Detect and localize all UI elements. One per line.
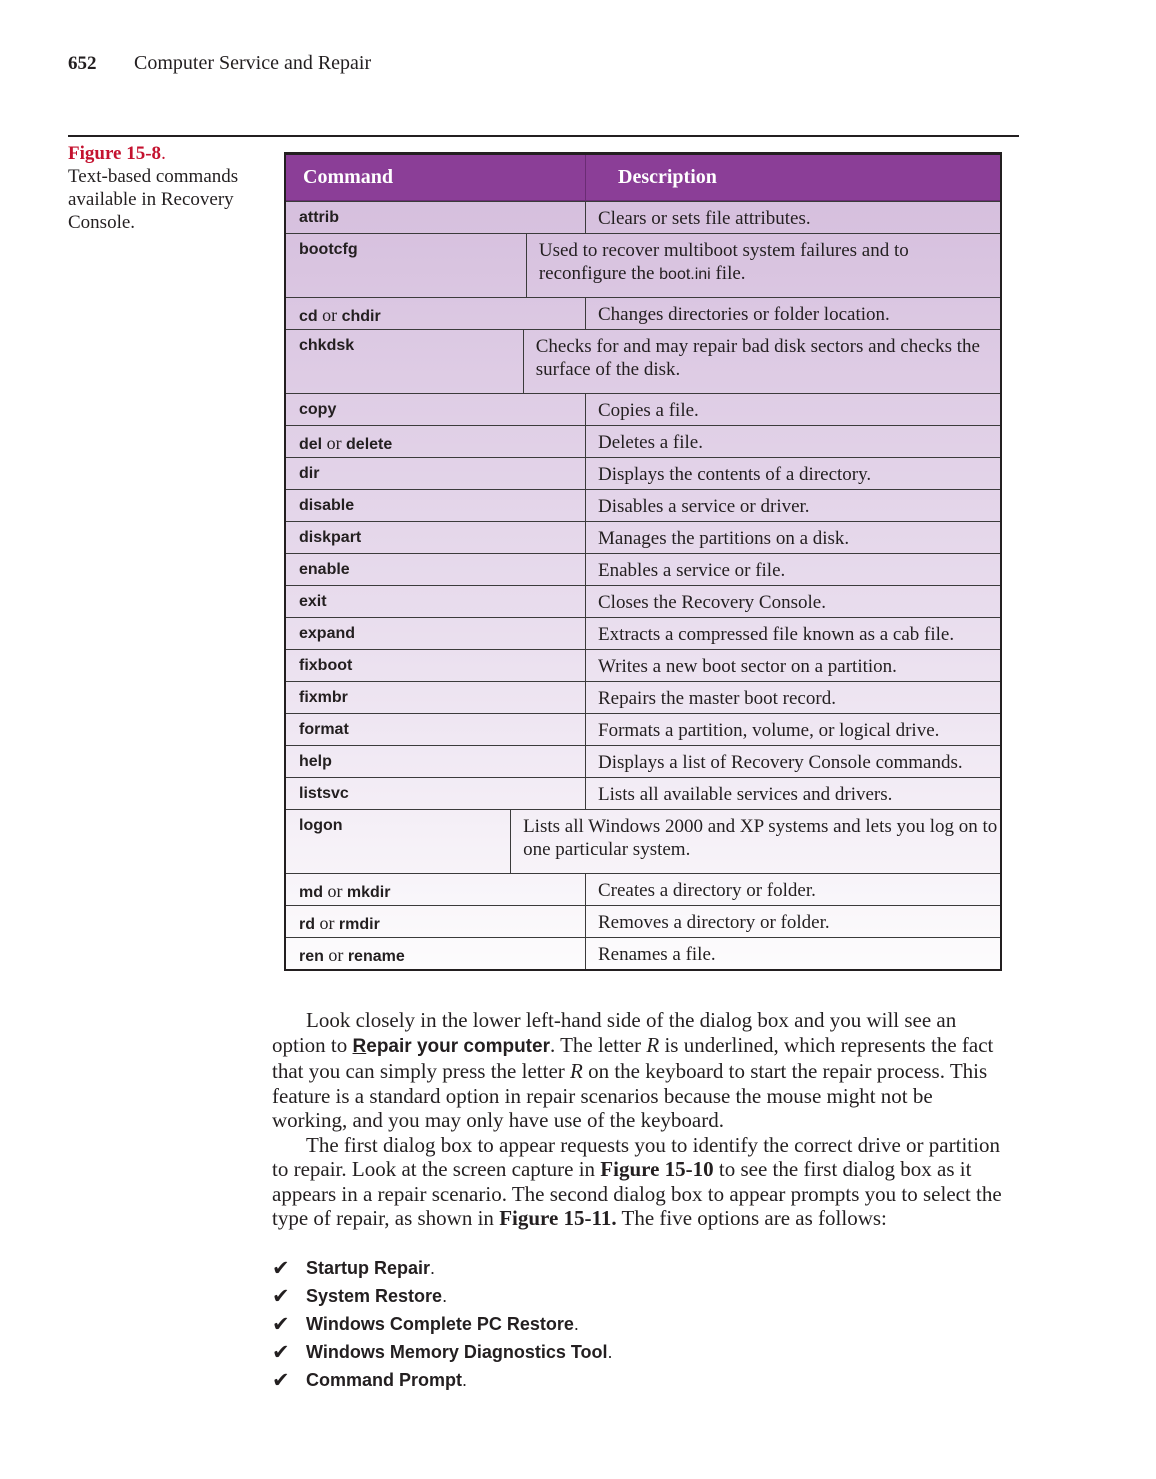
p2-text: to see the first dialog box as it appears in a repair scenario. The second dialog box to appear prompts you to select the type of repair, as shown in: [272, 1157, 1002, 1230]
description-cell: [586, 586, 826, 617]
description-cell: [586, 298, 890, 329]
command-cell: [286, 522, 586, 553]
description-cell: [586, 714, 939, 745]
p2-text: The five options are as follows:: [616, 1206, 887, 1230]
description-text: Changes directories or folder location.: [598, 304, 890, 325]
description-cell: [586, 778, 892, 809]
description-cell: [586, 554, 785, 585]
description-cell: [586, 906, 830, 937]
paragraph-1: [272, 1008, 1007, 1133]
description-text: Creates a directory or folder.: [598, 880, 816, 901]
command-cell: [286, 234, 527, 297]
column-header-command: Command: [286, 155, 586, 200]
command-name: attrib: [299, 209, 339, 226]
command-alias: delete: [346, 436, 393, 453]
description-text: Manages the partitions on a disk.: [598, 528, 850, 549]
description-text: Copies a file.: [598, 400, 699, 421]
description-cell: [586, 490, 810, 521]
description-text: Removes a directory or folder.: [598, 912, 830, 933]
option-name: System Restore: [306, 1285, 443, 1306]
command-cell: [286, 682, 586, 713]
commands-table: [284, 152, 1002, 971]
file-name: boot.ini: [659, 266, 711, 283]
command-name: del: [299, 436, 323, 453]
command-alias: mkdir: [346, 884, 391, 901]
figure-label-period: .: [161, 143, 166, 164]
command-cell: [286, 714, 586, 745]
command-alias: rename: [347, 948, 405, 965]
description-text: Extracts a compressed file known as a cab file.: [598, 624, 955, 645]
command-cell: [286, 330, 524, 393]
or-connector: or: [322, 305, 338, 325]
description-text: Displays a list of Recovery Console commands.: [598, 752, 963, 773]
table-row: [286, 649, 1000, 681]
description-text: Lists all available services and drivers.: [598, 784, 893, 805]
p1-text: . The letter: [549, 1032, 647, 1057]
command-name: fixboot: [299, 657, 353, 674]
description-text: Renames a file.: [598, 944, 716, 965]
command-cell: [286, 938, 586, 969]
list-item: [272, 1366, 613, 1394]
command-name: copy: [299, 401, 337, 418]
header-rule: [68, 135, 1019, 137]
table-row: [286, 585, 1000, 617]
description-cell: [527, 234, 1000, 297]
checkmark-icon: ✔: [272, 1311, 290, 1336]
table-row: [286, 201, 1000, 233]
description-cell: [586, 682, 836, 713]
p2-text: The first dialog box to appear requests you to identify the correct drive or partition to repair. Look at the screen capture in: [272, 1132, 1000, 1181]
command-cell: [286, 298, 586, 329]
command-name: diskpart: [299, 529, 362, 546]
list-item: [272, 1254, 613, 1282]
description-cell: [586, 746, 963, 777]
table-row: [286, 553, 1000, 585]
description-cell: [586, 650, 897, 681]
description-cell: [586, 202, 811, 233]
table-row: [286, 713, 1000, 745]
running-header-title: Computer Service and Repair: [134, 52, 372, 74]
command-cell: [286, 906, 586, 937]
description-text: Writes a new boot sector on a partition.: [598, 656, 897, 677]
table-row: [286, 329, 1000, 393]
command-cell: [286, 778, 586, 809]
command-name: bootcfg: [299, 241, 358, 258]
underlined-r: R: [352, 1035, 367, 1057]
description-text: Disables a service or driver.: [598, 496, 810, 517]
table-row: [286, 489, 1000, 521]
command-cell: [286, 394, 586, 425]
command-name: help: [299, 753, 332, 770]
command-cell: [286, 650, 586, 681]
command-name: exit: [299, 593, 327, 610]
description-text: Repairs the master boot record.: [598, 688, 836, 709]
body-text: [272, 1008, 1007, 1231]
table-row: [286, 681, 1000, 713]
description-cell: [586, 938, 716, 969]
command-name: ren: [299, 948, 324, 965]
table-row: [286, 393, 1000, 425]
command-name: cd: [299, 308, 318, 325]
command-name: enable: [299, 561, 350, 578]
option-name: Command Prompt: [306, 1369, 463, 1390]
or-connector: or: [326, 433, 342, 453]
table-body: [286, 201, 1000, 969]
table-row: [286, 617, 1000, 649]
command-cell: [286, 426, 586, 457]
caption-text: Text-based commands available in Recovery Console.: [68, 166, 239, 233]
command-cell: [286, 874, 586, 905]
table-row: [286, 425, 1000, 457]
command-name: chkdsk: [299, 337, 355, 354]
command-cell: [286, 810, 511, 873]
command-name: listsvc: [299, 785, 349, 802]
description-text: Used to recover multiboot system failures and to reconfigure the: [538, 240, 909, 284]
command-name: format: [299, 721, 349, 738]
option-name: Windows Complete PC Restore: [306, 1313, 574, 1334]
table-row: [286, 233, 1000, 297]
figure-label: Figure 15-8: [68, 143, 162, 164]
table-row: [286, 777, 1000, 809]
command-cell: [286, 618, 586, 649]
command-alias: rmdir: [338, 916, 380, 933]
table-row: [286, 905, 1000, 937]
command-cell: [286, 586, 586, 617]
figure-caption: [68, 142, 258, 234]
or-connector: or: [327, 881, 343, 901]
figure-ref: Figure 15-11.: [499, 1206, 617, 1230]
table-header: [286, 155, 1000, 201]
table-row: [286, 745, 1000, 777]
command-name: disable: [299, 497, 355, 514]
table-row: [286, 937, 1000, 969]
command-name: fixmbr: [299, 689, 348, 706]
description-text: Lists all Windows 2000 and XP systems and lets you log on to one particular system.: [523, 816, 998, 860]
description-text: Displays the contents of a directory.: [598, 464, 872, 485]
description-cell: [511, 810, 1000, 873]
column-header-description: Description: [618, 166, 717, 188]
checkmark-icon: ✔: [272, 1283, 290, 1308]
letter-r: R: [570, 1059, 583, 1083]
table-row: [286, 521, 1000, 553]
description-text: Clears or sets file attributes.: [598, 208, 811, 229]
or-connector: or: [319, 913, 335, 933]
description-text: Checks for and may repair bad disk sectors and checks the surface of the disk.: [535, 336, 980, 380]
option-period: .: [462, 1369, 468, 1390]
description-text: Enables a service or file.: [598, 560, 786, 581]
description-cell: [586, 874, 816, 905]
list-item: [272, 1310, 613, 1338]
description-text: Formats a partition, volume, or logical drive.: [598, 720, 940, 741]
paragraph-2: [272, 1133, 1007, 1231]
checkmark-icon: ✔: [272, 1367, 290, 1392]
option-period: .: [430, 1257, 436, 1278]
command-name: rd: [299, 916, 315, 933]
description-cell: [586, 458, 871, 489]
option-period: .: [442, 1285, 448, 1306]
command-cell: [286, 202, 586, 233]
description-text: file.: [710, 263, 746, 284]
command-alias: chdir: [341, 308, 381, 325]
figure-ref: Figure 15-10: [600, 1157, 714, 1181]
description-text: Deletes a file.: [598, 432, 703, 453]
or-connector: or: [328, 945, 344, 965]
description-cell: [586, 618, 954, 649]
description-cell: [586, 394, 699, 425]
table-row: [286, 873, 1000, 905]
option-period: .: [607, 1341, 613, 1362]
list-item: [272, 1338, 613, 1366]
p1-text: Look closely in the lower left-hand side of the dialog box and you will see an option to: [272, 1008, 957, 1057]
description-cell: [586, 522, 849, 553]
page-number: 652: [68, 53, 97, 74]
checkmark-icon: ✔: [272, 1339, 290, 1364]
table-row: [286, 297, 1000, 329]
option-period: .: [573, 1313, 579, 1334]
command-cell: [286, 458, 586, 489]
command-name: dir: [299, 465, 320, 482]
description-cell: [586, 426, 703, 457]
table-row: [286, 457, 1000, 489]
list-item: [272, 1282, 613, 1310]
repair-option-name: [353, 1036, 550, 1057]
option-name: Windows Memory Diagnostics Tool: [306, 1341, 608, 1362]
command-name: logon: [299, 817, 343, 834]
table-row: [286, 809, 1000, 873]
command-name: md: [299, 884, 323, 901]
p1-text: is underlined, which represents the fact that you can simply press the letter: [272, 1032, 994, 1083]
p1-text: on the keyboard to start the repair process. This feature is a standard option in repair scenarios because the mouse might not be working, and you may only have use of the keyboard.: [272, 1059, 988, 1132]
command-name: expand: [299, 625, 356, 642]
repair-option-rest: epair your computer: [366, 1035, 550, 1057]
options-list: [272, 1254, 613, 1394]
command-cell: [286, 554, 586, 585]
option-name: Startup Repair: [306, 1257, 431, 1278]
checkmark-icon: ✔: [272, 1255, 290, 1280]
description-cell: [524, 330, 1000, 393]
command-cell: [286, 490, 586, 521]
letter-r: R: [646, 1032, 660, 1057]
description-text: Closes the Recovery Console.: [598, 592, 826, 613]
command-cell: [286, 746, 586, 777]
